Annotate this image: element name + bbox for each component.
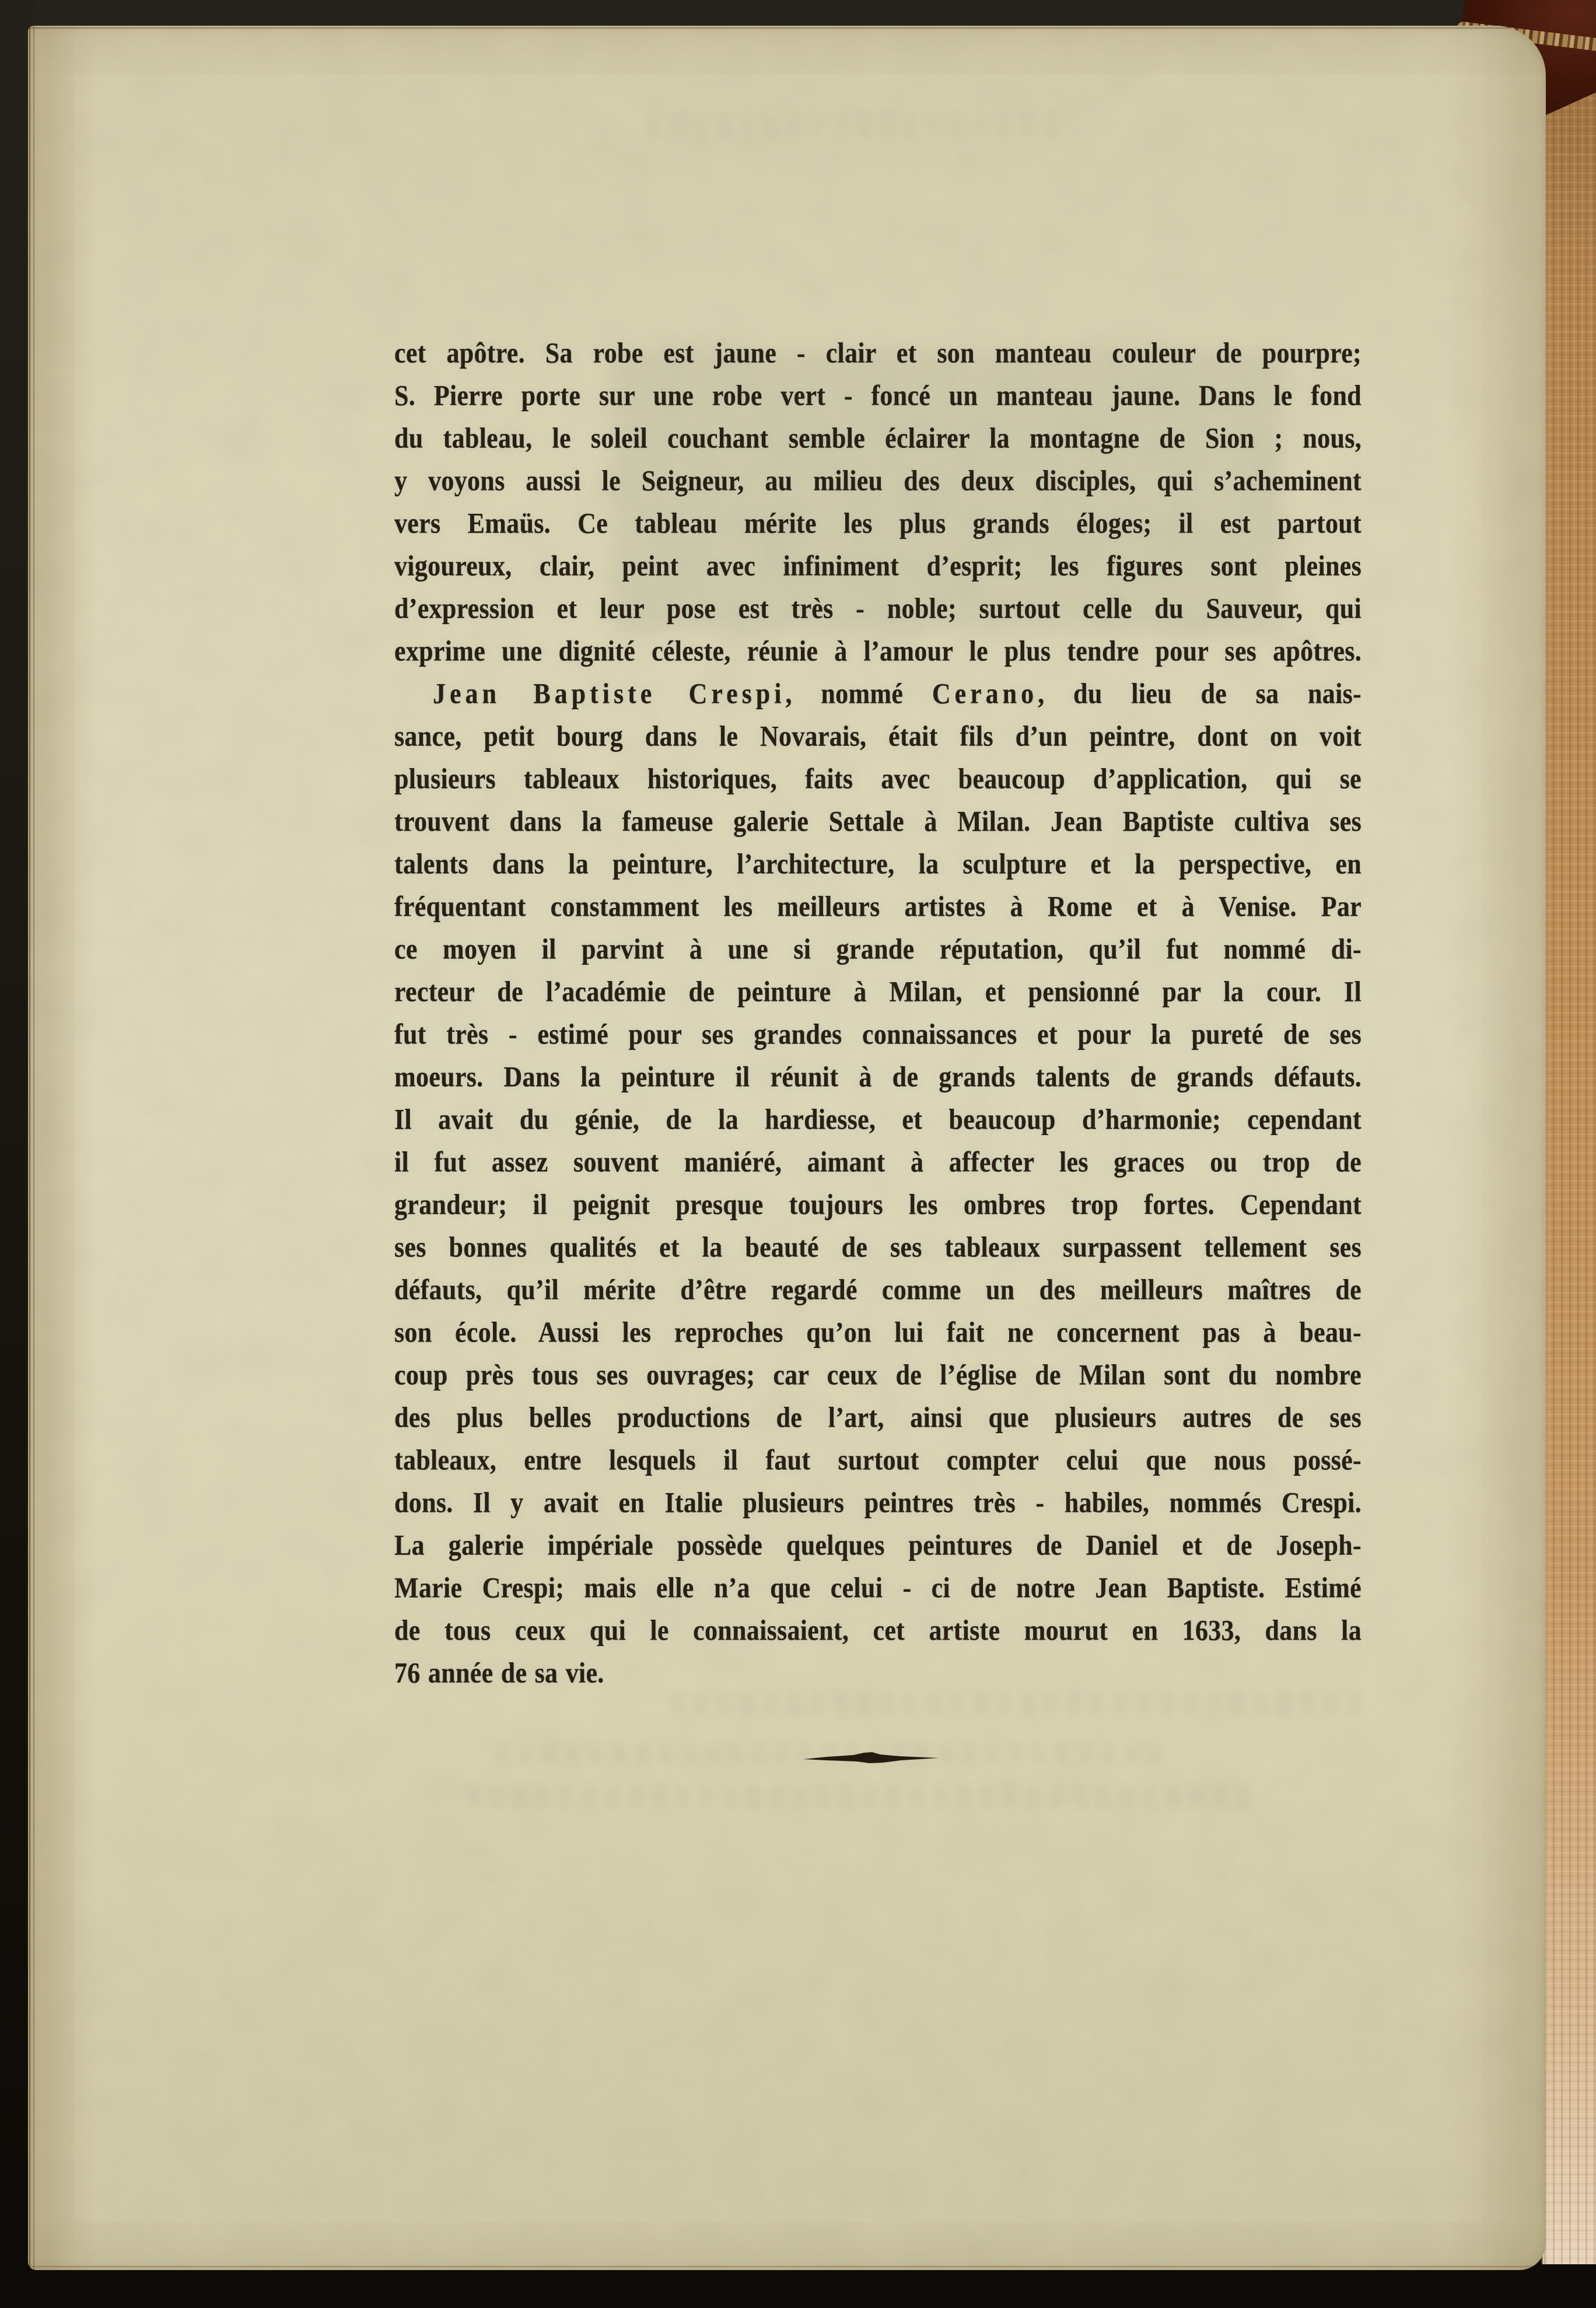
- text-line: cet apôtre. Sa robe est jaune - clair et son manteau couleur de pourpre;: [394, 337, 1362, 369]
- text-line: trouvent dans la fameuse galerie Settale à Milan. Jean Baptiste cultiva ses: [394, 805, 1362, 838]
- under-page-edge-line: [33, 26, 34, 2270]
- text-line: moeurs. Dans la peinture il réunit à de grands talents de grands défauts.: [394, 1061, 1362, 1093]
- text-line: S. Pierre porte sur une robe vert - foncé un manteau jaune. Dans le fond: [394, 380, 1362, 412]
- page-edge-line: [29, 26, 30, 2270]
- text-line: vigoureux, clair, peint avec infiniment d’esprit; les figures sont pleines: [394, 550, 1362, 582]
- text-line: fréquentant constamment les meilleurs artistes à Rome et à Venise. Par: [394, 891, 1362, 923]
- text-line: il fut assez souvent maniéré, aimant à affecter les graces ou trop de: [394, 1146, 1362, 1178]
- text-line: vers Emaüs. Ce tableau mérite les plus grands éloges; il est partout: [394, 507, 1362, 540]
- text-line: ses bonnes qualités et la beauté de ses tableaux surpassent tellement ses: [394, 1231, 1362, 1263]
- scanned-page: [28, 26, 1546, 2270]
- text-line: sance, petit bourg dans le Novarais, était fils d’un peintre, dont on voit: [394, 720, 1362, 752]
- text-line: Marie Crespi; mais elle n’a que celui - ci de notre Jean Baptiste. Estimé: [394, 1572, 1362, 1604]
- text-line: grandeur; il peignit presque toujours les ombres trop fortes. Cependant: [394, 1189, 1362, 1221]
- letterspaced-name: Jean Baptiste Crespi: [433, 678, 786, 710]
- text-line: talents dans la peinture, l’architecture, la sculpture et la perspective, en: [394, 848, 1362, 880]
- show-through-smudge: [646, 113, 1066, 139]
- text-line: du tableau, le soleil couchant semble éclairer la montagne de Sion ; nous,: [394, 422, 1362, 454]
- text-line: Il avait du génie, de la hardiesse, et beaucoup d’harmonie; cependant: [394, 1104, 1362, 1136]
- text-line: recteur de l’académie de peinture à Milan, et pensionné par la cour. Il: [394, 976, 1362, 1008]
- text-run: , du lieu de sa nais-: [1038, 678, 1362, 710]
- text-line: tableaux, entre lesquels il faut surtout compter celui que nous possé-: [394, 1444, 1362, 1476]
- page-top-edge-line: [28, 27, 1546, 29]
- text-line: dons. Il y avait en Italie plusieurs peintres très - habiles, nommés Crespi.: [394, 1487, 1362, 1519]
- text-line: plusieurs tableaux historiques, faits avec beaucoup d’application, qui se: [394, 763, 1362, 795]
- text-line: fut très - estimé pour ses grandes connaissances et pour la pureté de ses: [394, 1018, 1362, 1050]
- text-line: exprime une dignité céleste, réunie à l’amour le plus tendre pour ses apôtres.: [394, 635, 1362, 667]
- text-line: y voyons aussi le Seigneur, au milieu des deux disciples, qui s’acheminent: [394, 465, 1362, 497]
- letterspaced-name: Cerano: [932, 678, 1038, 710]
- text-line: d’expression et leur pose est très - noble; surtout celle du Sauveur, qui: [394, 593, 1362, 625]
- show-through-smudge: [466, 1785, 1256, 1808]
- text-line: 76 année de sa vie.: [394, 1657, 604, 1689]
- page-bottom-edge-line: [28, 2266, 1546, 2267]
- text-line: son école. Aussi les reproches qu’on lui fait ne concernent pas à beau-: [394, 1316, 1362, 1349]
- text-line: coup près tous ses ouvrages; car ceux de l’église de Milan sont du nombre: [394, 1359, 1362, 1391]
- text-line: ce moyen il parvint à une si grande réputation, qu’il fut nommé di-: [394, 933, 1362, 965]
- fore-edge-page-stack-lines: [1545, 29, 1596, 2264]
- text-block: [394, 332, 1362, 1694]
- text-line: défauts, qu’il mérite d’être regardé comme un des meilleurs maîtres de: [394, 1274, 1362, 1306]
- section-divider-ornament: [801, 1751, 941, 1767]
- text-run: , nommé: [785, 678, 932, 710]
- text-line: des plus belles productions de l’art, ainsi que plusieurs autres de ses: [394, 1402, 1362, 1434]
- text-line: La galerie impériale possède quelques peintures de Daniel et de Joseph-: [394, 1529, 1362, 1561]
- text-line: [394, 670, 1362, 718]
- book-fore-edge: [1545, 29, 1596, 2264]
- text-line: de tous ceux qui le connaissaient, cet artiste mourut en 1633, dans la: [394, 1614, 1362, 1647]
